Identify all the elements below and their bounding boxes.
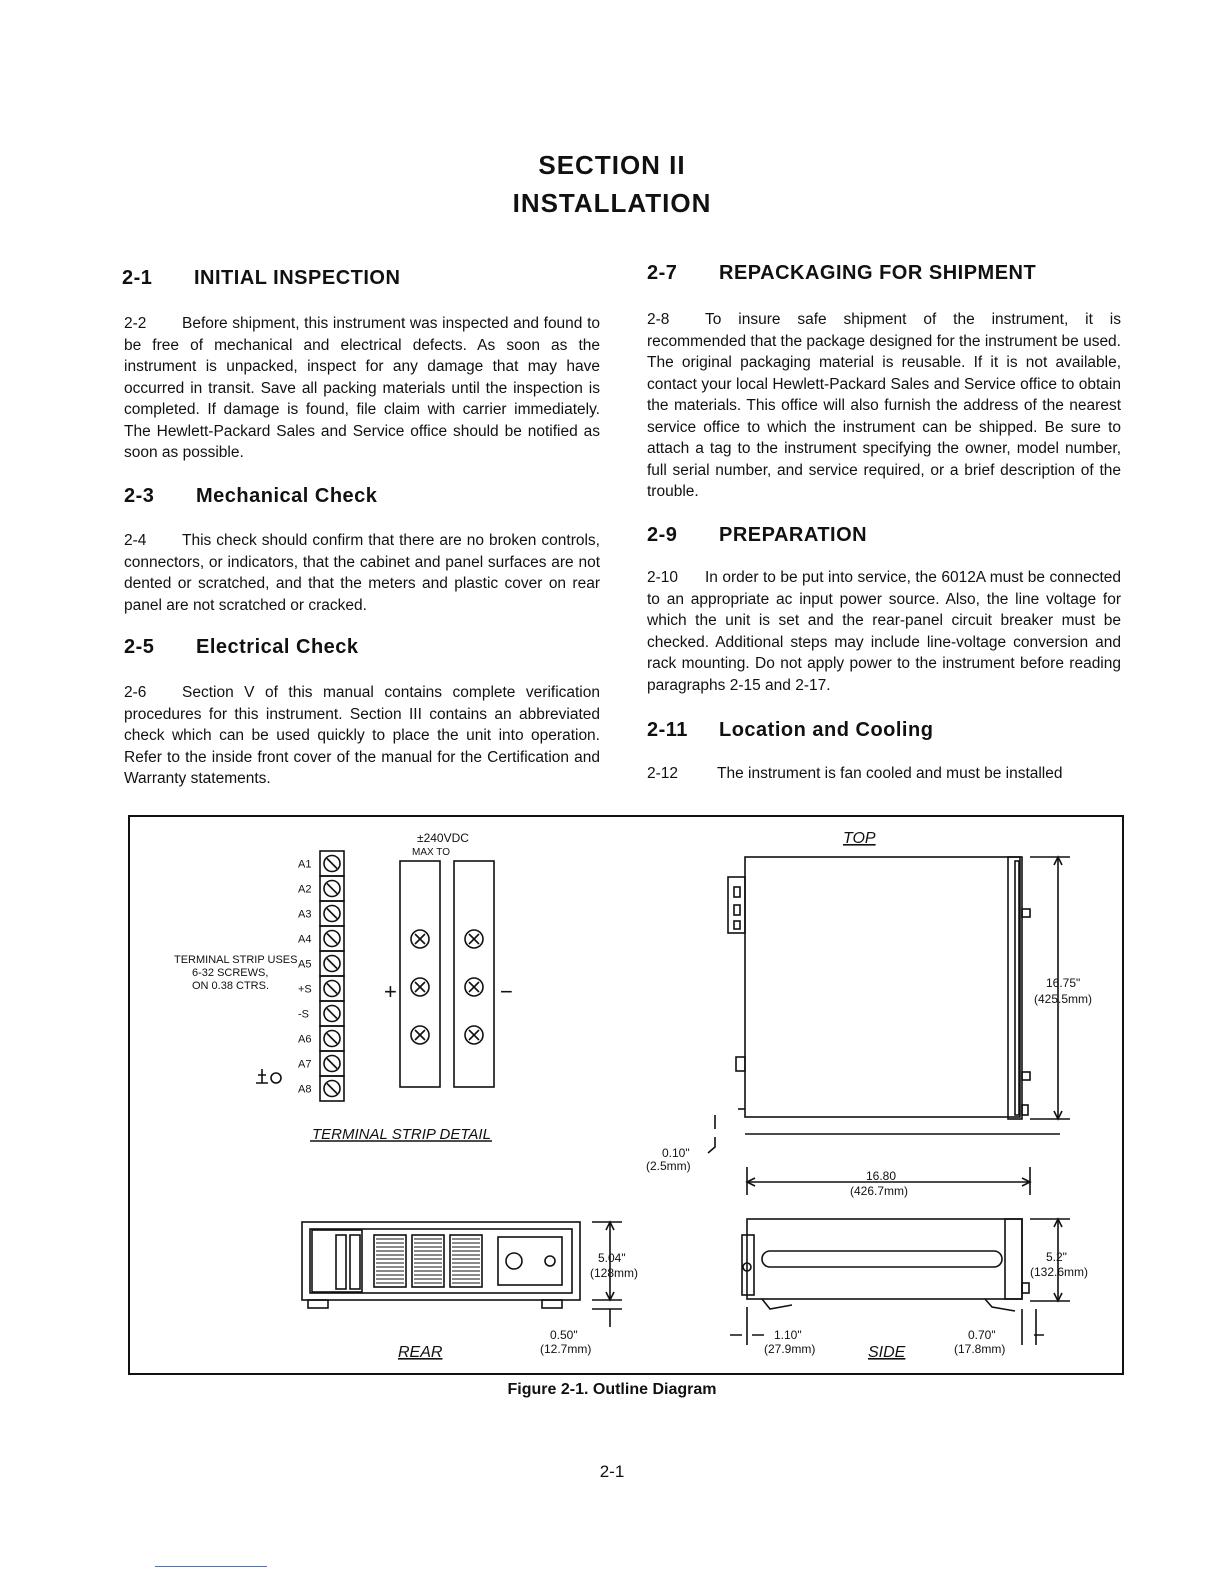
rear-height: 5.04" [598, 1251, 626, 1265]
strip-note-2: 6-32 SCREWS, [192, 967, 269, 979]
screw-slot [327, 884, 337, 894]
minus-sign: − [500, 979, 513, 1004]
paragraph-2-12: 2-12 The instrument is fan cooled and must be installed [647, 765, 1063, 782]
heading-mechanical-check: 2-3 Mechanical Check [124, 485, 378, 507]
screw-slot [327, 909, 337, 919]
screw-slot [327, 959, 337, 969]
paragraph-2-8: 2-8 To insure safe shipment of the instrument, it is recommended that the package designed for the instrument be used. The original packaging material is reusable. If it is not available, contact your local Hewlett-Packard Sales and Service office to obtain the materials. This office will also furnish the address of the nearest service office to which the instrument can be shipped. Be sure to attach a tag to the instrument specifying the owner, model number, full serial number, and service required, or a brief description of the trouble. [647, 311, 1121, 500]
heading-preparation: 2-9 PREPARATION [647, 524, 868, 546]
terminal-label: A3 [298, 908, 312, 921]
terminal-label: A4 [298, 933, 312, 946]
bus-bar-negative [454, 861, 494, 1087]
page-number: 2-1 [599, 1462, 625, 1481]
heading-electrical-check: 2-5 Electrical Check [124, 636, 359, 658]
vdc-label: ±240VDC [417, 831, 469, 845]
heading-repackaging: 2-7 REPACKAGING FOR SHIPMENT [647, 262, 1037, 284]
terminal-strip [320, 851, 344, 1101]
back-dim-mm: (17.8mm) [954, 1342, 1006, 1356]
rear-height-mm: (128mm) [590, 1266, 639, 1280]
rear-vents [374, 1235, 482, 1287]
top-dim: 16.75" [1046, 976, 1081, 990]
terminal-label: A6 [298, 1033, 312, 1046]
max-label: MAX TO [412, 847, 450, 858]
section-number: SECTION II [538, 150, 686, 180]
screw-slot [327, 1034, 337, 1044]
gap-dim: 0.10" [662, 1146, 690, 1160]
terminal-label: A2 [298, 883, 312, 896]
paragraph-2-10: 2-10 In order to be put into service, the 6012A must be connected to an appropriate ac input power source. Also, the line voltage for which the unit is set and the rear-panel circuit breaker must be checked. Additional steps may include line-voltage conversion and rack mounting. Do not apply power to the instrument before reading paragraphs 2-15 and 2-17. [647, 569, 1121, 694]
terminal-label: +S [298, 983, 312, 996]
paragraph-2-4: 2-4 This check should confirm that there are no broken controls, connectors, or indicators, that the cabinet and panel surfaces are not dented or scratched, and that the meters and plastic cover on rear panel are not scratched or cracked. [124, 532, 600, 614]
screw-slot [327, 984, 337, 994]
bus-bar-positive [400, 861, 440, 1087]
paragraph-2-6: 2-6 Section V of this manual contains complete verification procedures for this instrument. Section III contains an abbreviated check which can be used quickly to place the unit into operation. Refer to the inside front cover of the manual for the Certification and Warranty statements. [124, 684, 600, 787]
depth-dim: 16.80 [866, 1169, 897, 1183]
rear-view-label: REAR [398, 1344, 443, 1361]
screw-slot [327, 1059, 337, 1069]
figure-caption: Figure 2-1. Outline Diagram [507, 1381, 717, 1398]
heading-initial-inspection: 2-1 INITIAL INSPECTION [122, 267, 401, 289]
terminal-label: A8 [298, 1083, 312, 1096]
side-height: 5.2" [1046, 1250, 1067, 1264]
section-title: INSTALLATION [512, 188, 712, 218]
screw-slot [327, 934, 337, 944]
ground-icon [256, 1069, 268, 1083]
foot-dim: 0.50" [550, 1328, 578, 1342]
front-dim-mm: (27.9mm) [764, 1342, 816, 1356]
ground-terminal-icon [271, 1073, 281, 1083]
back-dim: 0.70" [968, 1328, 996, 1342]
outline-diagram-svg [130, 817, 1122, 1373]
top-dim-mm: (425.5mm) [1034, 992, 1093, 1006]
foot-dim-mm: (12.7mm) [540, 1342, 592, 1356]
front-dim: 1.10" [774, 1328, 802, 1342]
top-view-body [745, 857, 1020, 1117]
side-height-mm: (132.6mm) [1030, 1265, 1089, 1279]
heading-location-cooling: 2-11 Location and Cooling [647, 719, 934, 741]
plus-sign: + [384, 979, 397, 1004]
terminal-strip-detail-label: TERMINAL STRIP DETAIL [312, 1126, 491, 1143]
outline-diagram-figure [128, 815, 1124, 1375]
screw-slot [327, 859, 337, 869]
terminal-label: A5 [298, 958, 312, 971]
side-view-label: SIDE [868, 1344, 906, 1361]
terminal-label: A1 [298, 858, 312, 871]
top-view-label: TOP [843, 830, 876, 847]
side-view-body [747, 1219, 1022, 1299]
depth-dim-mm: (426.7mm) [850, 1184, 909, 1198]
paragraph-2-2: 2-2 Before shipment, this instrument was inspected and found to be free of mechanical and electrical defects. As soon as the instrument is unpacked, inspect for any damage that may have occurred in transit. Save all packing materials until the inspection is completed. If damage is found, file claim with carrier immediately. The Hewlett-Packard Sales and Service office should be notified as soon as possible. [124, 315, 600, 461]
screw-slot [327, 1084, 337, 1094]
terminal-label: A7 [298, 1058, 312, 1071]
gap-dim-mm: (2.5mm) [646, 1159, 691, 1173]
strip-note-1: TERMINAL STRIP USES [174, 954, 298, 966]
screw-slot [327, 1009, 337, 1019]
strip-note-3: ON 0.38 CTRS. [192, 980, 270, 992]
footer-rule [155, 1566, 267, 1567]
terminal-label: -S [298, 1008, 309, 1021]
